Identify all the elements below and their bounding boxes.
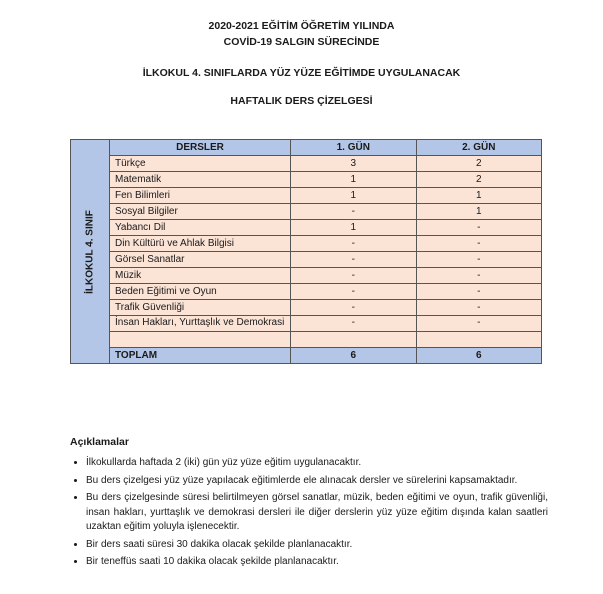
- table-row: [71, 252, 542, 268]
- cell-day1: 1: [291, 188, 417, 204]
- cell-day2: -: [416, 268, 542, 284]
- cell-day2: 1: [416, 204, 542, 220]
- cell-day2: -: [416, 252, 542, 268]
- total-total_day2: 6: [416, 348, 542, 364]
- table-row: [71, 268, 542, 284]
- cell-day2: -: [416, 284, 542, 300]
- cell-day2: 2: [416, 156, 542, 172]
- notes-list: [70, 456, 548, 573]
- cell-lesson: Görsel Sanatlar: [110, 252, 291, 268]
- total-row: [71, 348, 542, 364]
- note-item: • Bir teneffüs saati 10 dakika olacak şekilde planlanacaktır.: [86, 555, 548, 570]
- cell-day2: -: [416, 300, 542, 316]
- total-total_label: TOPLAM: [110, 348, 291, 364]
- header-line-2: COVİD-19 SALGIN SÜRECİNDE: [223, 36, 380, 48]
- note-item: • Bir ders saati süresi 30 dakika olacak şekilde planlanacaktır.: [86, 538, 548, 553]
- note-item: • Bu ders çizelgesi yüz yüze yapılacak eğitimlerde ele alınacak dersler ve sürelerini kapsamaktadır.: [86, 474, 548, 489]
- cell-lesson: Yabancı Dil: [110, 220, 291, 236]
- cell-day2: -: [416, 316, 542, 332]
- notes-title: Açıklamalar: [70, 436, 129, 448]
- table-row: [71, 188, 542, 204]
- side-label-cell: [71, 140, 110, 364]
- cell-day2: 1: [416, 188, 542, 204]
- spacer-row: [71, 332, 542, 348]
- col-header-lesson: DERSLER: [110, 140, 291, 156]
- spacer-cell: [110, 332, 291, 348]
- cell-day1: -: [291, 204, 417, 220]
- spacer-cell: [291, 332, 417, 348]
- cell-day2: -: [416, 220, 542, 236]
- cell-day1: -: [291, 236, 417, 252]
- cell-day1: -: [291, 268, 417, 284]
- table-row: [71, 220, 542, 236]
- spacer-cell: [416, 332, 542, 348]
- cell-lesson: Türkçe: [110, 156, 291, 172]
- header-line-4: HAFTALIK DERS ÇİZELGESİ: [230, 95, 373, 107]
- table-row: [71, 300, 542, 316]
- schedule-table: [70, 139, 542, 364]
- cell-lesson: İnsan Hakları, Yurttaşlık ve Demokrasi: [110, 316, 291, 332]
- cell-day1: -: [291, 252, 417, 268]
- table-row: [71, 316, 542, 332]
- table-row: [71, 156, 542, 172]
- cell-day1: 1: [291, 220, 417, 236]
- cell-lesson: Trafik Güvenliği: [110, 300, 291, 316]
- cell-day1: -: [291, 300, 417, 316]
- table-row: [71, 204, 542, 220]
- total-total_day1: 6: [291, 348, 417, 364]
- cell-day1: -: [291, 284, 417, 300]
- cell-lesson: Müzik: [110, 268, 291, 284]
- side-label: İLKOKUL 4. SINIF: [84, 209, 96, 294]
- cell-day2: -: [416, 236, 542, 252]
- cell-day2: 2: [416, 172, 542, 188]
- header-line-1: 2020-2021 EĞİTİM ÖĞRETİM YILINDA: [208, 20, 395, 32]
- cell-lesson: Fen Bilimleri: [110, 188, 291, 204]
- cell-day1: 3: [291, 156, 417, 172]
- cell-day1: 1: [291, 172, 417, 188]
- header-line-3: İLKOKUL 4. SINIFLARDA YÜZ YÜZE EĞİTİMDE UYGULANACAK: [142, 67, 461, 79]
- note-item: • İlkokullarda haftada 2 (iki) gün yüz yüze eğitim uygulanacaktır.: [86, 456, 548, 471]
- cell-lesson: Din Kültürü ve Ahlak Bilgisi: [110, 236, 291, 252]
- col-header-day1: 1. GÜN: [291, 140, 417, 156]
- note-item: • Bu ders çizelgesinde süresi belirtilmeyen görsel sanatlar, müzik, beden eğitimi ve oyun, trafik güvenliği, insan hakları, yurttaşlık ve demokrasi dersleri ile diğer derslerin yüz yüze eğitim dışında kalan saatleri uzaktan eğitim yoluyla işlenecektir.: [86, 491, 548, 535]
- table-row: [71, 236, 542, 252]
- col-header-day2: 2. GÜN: [416, 140, 542, 156]
- cell-lesson: Matematik: [110, 172, 291, 188]
- table-row: [71, 172, 542, 188]
- cell-lesson: Sosyal Bilgiler: [110, 204, 291, 220]
- cell-lesson: Beden Eğitimi ve Oyun: [110, 284, 291, 300]
- cell-day1: -: [291, 316, 417, 332]
- table-row: [71, 284, 542, 300]
